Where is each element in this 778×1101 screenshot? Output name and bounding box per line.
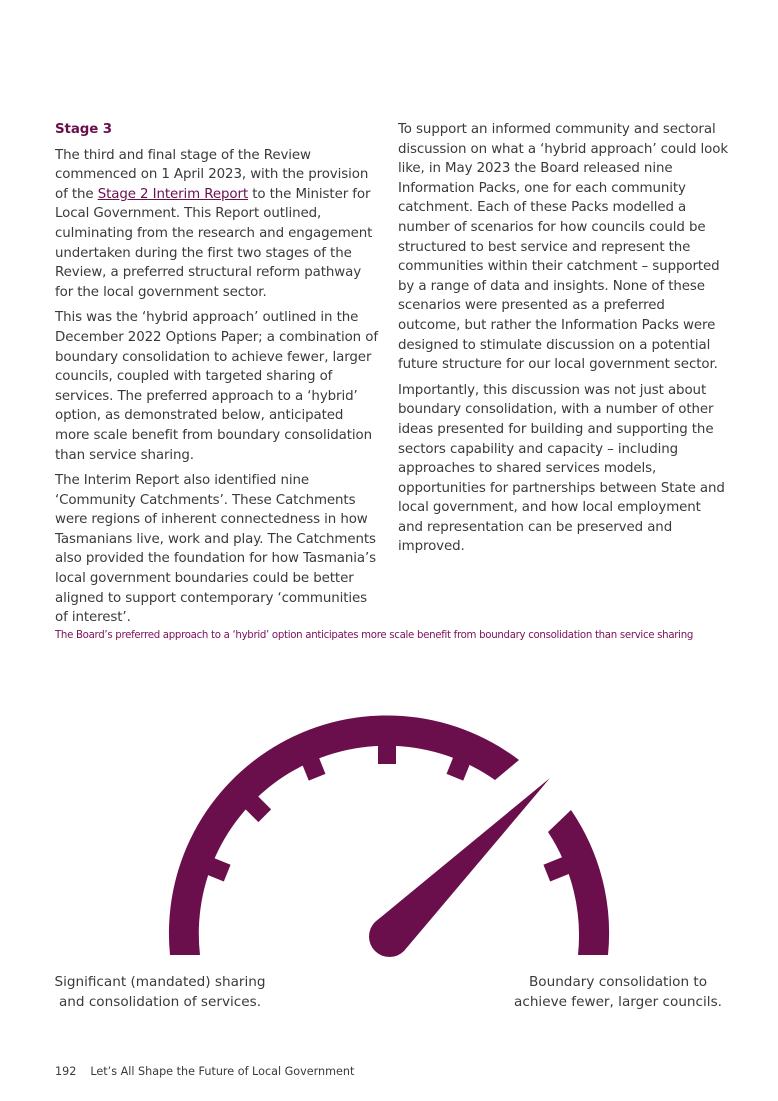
page-footer	[55, 1065, 354, 1078]
gauge-label-right-line2: achieve fewer, larger councils.	[514, 993, 722, 1010]
paragraph: This was the ‘hybrid approach’ outlined in the December 2022 Options Paper; a combination of boundary consolidation to achieve fewer, larger councils, coupled with targeted sharing of services. The preferred approach to a ‘hybrid’ option, as demonstrated below, anticipated more scale benefit from boundary consolidation than service sharing.	[55, 310, 378, 463]
paragraph	[55, 146, 380, 303]
figure-caption: The Board’s preferred approach to a ‘hybrid’ option anticipates more scale benefit from boundary consolidation than service sharing	[55, 630, 694, 641]
gauge-label-left-line2: and consolidation of services.	[58, 993, 262, 1010]
gauge-tick	[378, 740, 396, 764]
right-column	[398, 120, 728, 563]
gauge-label-left	[40, 973, 280, 1012]
gauge-label-right	[500, 973, 736, 1012]
left-column	[55, 120, 380, 634]
interim-report-link[interactable]: Stage 2 Interim Report	[97, 186, 249, 202]
gauge-needle	[369, 778, 550, 957]
paragraph-text: to the Minister for Local Government. This Report outlined, culminating from the research and engagement undertaken during the first two stages of the Review, a preferred structural reform pathway for the local government sector.	[55, 186, 373, 300]
gauge-label-left-line1: Significant (mandated) sharing	[54, 974, 266, 990]
gauge-right-arc	[548, 810, 609, 955]
stage-heading: Stage 3	[55, 122, 113, 137]
gauge-main-arc	[169, 715, 519, 955]
paragraph: To support an informed community and sectoral discussion on what a ‘hybrid approach’ could look like, in May 2023 the Board released nine Information Packs, one for each community catchment. Each of these Packs modelled a number of scenarios for how councils could be structured to best service and represent the communities within their catchment – supported by a range of data and insights. None of these scenarios were presented as a preferred outcome, but rather the Information Packs were designed to stimulate discussion on a potential future structure for our local government sector.	[398, 122, 729, 373]
gauge-label-right-line1: Boundary consolidation to	[528, 974, 708, 990]
page-number: 192	[55, 1065, 77, 1078]
gauge-figure	[0, 700, 778, 980]
paragraph-text: The third and final stage of the Review commenced on 1 April 2023, with the provision of the	[55, 147, 369, 202]
document-title: Let’s All Shape the Future of Local Government	[90, 1065, 355, 1078]
paragraph: Importantly, this discussion was not just about boundary consolidation, with a number of other ideas presented for building and supporting the sectors capability and capacity – including approaches to shared services models, opportunities for partnerships between State and local government, and how local employment and representation can be preserved and improved.	[398, 382, 725, 555]
paragraph: The Interim Report also identified nine ‘Community Catchments’. These Catchments were regions of inherent connectedness in how Tasmanians live, work and play. The Catchments also provided the foundation for how Tasmania’s local government boundaries could be better aligned to support contemporary ‘communities of interest’.	[55, 473, 377, 626]
